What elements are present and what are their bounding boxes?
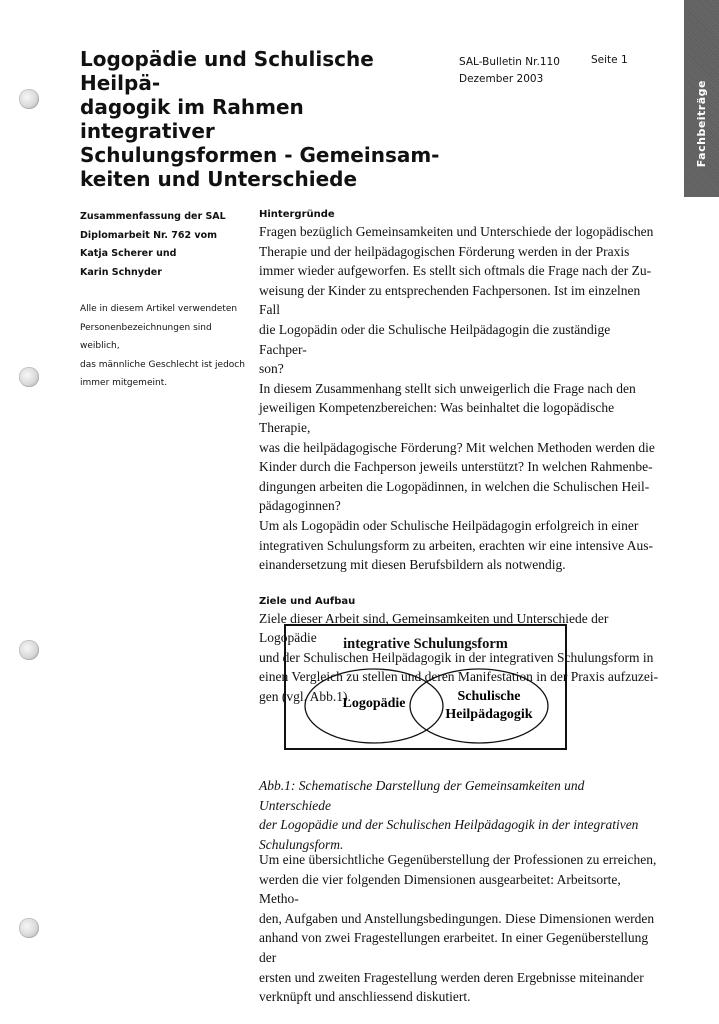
gender-note xyxy=(80,300,250,393)
summary-line: Zusammenfassung der SAL xyxy=(80,211,226,222)
note-line: Alle in diesem Artikel verwendeten xyxy=(80,304,238,314)
text-line: einandersetzung mit diesen Berufsbildern als notwendig. xyxy=(259,557,566,573)
text-line: Kinder durch die Fachperson jeweils unterstützt? In welchen Rahmenbe- xyxy=(259,459,653,475)
text-line: pädagoginnen? xyxy=(259,498,341,514)
text-line: immer wieder aufgeworfen. Es stellt sich oftmals die Frage nach der Zu- xyxy=(259,263,652,279)
text-line: ersten und zweiten Fragestellung werden deren Ergebnisse miteinander xyxy=(259,969,644,985)
text-line: jeweiligen Kompetenzbereichen: Was beinhaltet die logopädische Therapie, xyxy=(259,400,615,435)
punch-hole-1 xyxy=(19,89,39,109)
bulletin-info xyxy=(459,54,560,88)
title-line: dagogik im Rahmen integrativer xyxy=(80,95,304,143)
punch-hole-3 xyxy=(19,640,39,660)
figure-caption xyxy=(259,776,659,854)
punch-hole-4 xyxy=(19,918,39,938)
figure-title: integrative Schulungsform xyxy=(343,636,508,652)
caption-line: Schulungsform. xyxy=(259,836,344,852)
left-column xyxy=(80,208,250,393)
bulletin-number: SAL-Bulletin Nr.110 xyxy=(459,56,560,68)
note-line: das männliche Geschlecht ist jedoch xyxy=(80,359,245,370)
note-line: immer mitgemeint. xyxy=(80,378,168,388)
side-tab-label: Fachbeiträge xyxy=(695,80,708,168)
title-line: Logopädie und Schulische Heilpä- xyxy=(80,47,374,95)
page-number: Seite 1 xyxy=(591,54,628,66)
venn-diagram-figure xyxy=(284,624,567,750)
title-line: keiten und Unterschiede xyxy=(80,167,358,191)
text-line: dingungen arbeiten die Logopädinnen, in welchen die Schulischen Heil- xyxy=(259,478,650,494)
section-side-tab xyxy=(684,0,719,197)
summary-credit xyxy=(80,208,250,282)
section-body-hintergruende xyxy=(259,222,659,575)
text-line: werden die vier folgenden Dimensionen ausgearbeitet: Arbeitsorte, Metho- xyxy=(259,871,621,907)
text-line: verknüpft und anschliessend diskutiert. xyxy=(259,989,471,1005)
text-line: integrativen Schulungsform zu arbeiten, erachten wir eine intensive Aus- xyxy=(259,537,653,553)
venn-circle-heilpaedagogik xyxy=(410,669,548,743)
text-line: Therapie und der heilpädagogischen Förderung werden in der Praxis xyxy=(259,243,630,259)
text-line: anhand von zwei Fragestellungen erarbeitet. In einer Gegenüberstellung der xyxy=(259,930,649,965)
article-title xyxy=(80,47,440,191)
closing-paragraph xyxy=(259,850,659,1007)
issue-date: Dezember 2003 xyxy=(459,73,544,85)
text-line: den, Aufgaben und Anstellungsbedingungen. Diese Dimensionen werden xyxy=(259,910,655,926)
text-line: Ziele dieser Arbeit sind, Gemeinsamkeiten und Unterschiede der Logopädie xyxy=(259,610,609,646)
caption-line: Abb.1: Schematische Darstellung der Gemeinsamkeiten und Unterschiede xyxy=(259,778,585,813)
section-heading-ziele: Ziele und Aufbau xyxy=(259,595,356,607)
text-line: einen Vergleich zu stellen und deren Manifestation in der Praxis aufzuzei- xyxy=(259,669,659,685)
venn-label-left: Logopädie xyxy=(342,696,406,711)
text-line: die Logopädin oder die Schulische Heilpädagogin die zuständige Fachper- xyxy=(259,321,611,357)
section-heading-hintergruende: Hintergründe xyxy=(259,209,335,220)
text-line: weisung der Kinder zu entsprechenden Fachpersonen. Ist im einzelnen Fall xyxy=(259,282,641,318)
summary-line: Diplomarbeit Nr. 762 vom xyxy=(80,229,218,241)
venn-diagram xyxy=(286,626,565,748)
venn-label-right-2: Heilpädagogik xyxy=(445,707,533,722)
summary-line: Karin Schnyder xyxy=(80,266,162,278)
text-line: was die heilpädagogische Förderung? Mit welchen Methoden werden die xyxy=(259,439,655,455)
caption-line: der Logopädie und der Schulischen Heilpädagogik in der integrativen xyxy=(259,817,639,833)
text-line: In diesem Zusammenhang stellt sich unweigerlich die Frage nach den xyxy=(259,380,636,396)
text-line: son? xyxy=(259,361,284,377)
summary-line: Katja Scherer und xyxy=(80,248,177,259)
text-line: Fragen bezüglich Gemeinsamkeiten und Unterschiede der logopädischen xyxy=(259,224,654,239)
punch-hole-2 xyxy=(19,367,39,387)
text-line: Um als Logopädin oder Schulische Heilpädagogin erfolgreich in einer xyxy=(259,517,639,533)
title-line: Schulungsformen - Gemeinsam- xyxy=(80,143,440,167)
text-line: Um eine übersichtliche Gegenüberstellung der Professionen zu erreichen, xyxy=(259,852,657,867)
venn-label-right-1: Schulische xyxy=(457,689,521,704)
text-line: und der Schulischen Heilpädagogik in der integrativen Schulungsform in xyxy=(259,649,654,665)
note-line: Personenbezeichnungen sind weiblich, xyxy=(80,322,212,351)
text-line: gen (vgl. Abb.1). xyxy=(259,689,351,705)
